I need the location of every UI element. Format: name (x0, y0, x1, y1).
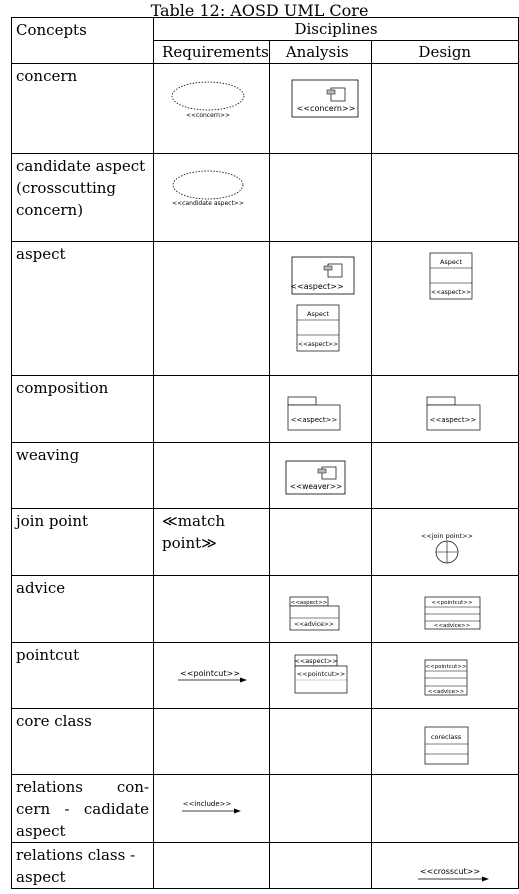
table-row (12, 154, 519, 242)
concept-line: relations class - (16, 846, 136, 864)
concept-cell (12, 775, 154, 843)
concept-cell (12, 64, 154, 154)
analysis-cell (269, 709, 371, 775)
design-cell (371, 443, 518, 509)
concept-label: pointcut (16, 646, 80, 664)
requirements-cell (154, 154, 270, 242)
requirements-cell (154, 443, 270, 509)
analysis-cell (269, 843, 371, 889)
component-icon-tab (318, 469, 326, 473)
crosscut-arrow-head (482, 877, 489, 882)
analysis-cell (269, 509, 371, 576)
match-point-line: point≫ (162, 534, 217, 552)
include-relation-symbol (154, 775, 259, 841)
aspect-class-name: Aspect (306, 310, 329, 318)
aspect-component-label: <<aspect>> (290, 282, 344, 291)
concept-line: (crosscutting (16, 179, 117, 197)
table-row (12, 709, 519, 775)
candidate-aspect-usecase-symbol (154, 154, 259, 242)
package-tab (427, 397, 455, 405)
pointcut-relation-label: <<pointcut>> (180, 669, 240, 678)
join-point-label: <<join point>> (420, 532, 473, 540)
candidate-aspect-ellipse (173, 171, 243, 199)
concept-line: concern) (16, 201, 84, 219)
requirements-cell (154, 376, 270, 443)
concept-line: aspect (16, 822, 66, 840)
table-row (12, 843, 519, 889)
analysis-cell (269, 154, 371, 242)
analysis-cell (269, 576, 371, 643)
concern-component-symbol (270, 64, 371, 154)
concept-cell (12, 709, 154, 775)
concept-line: aspect (16, 868, 66, 886)
analysis-cell (269, 242, 371, 376)
design-cell (371, 64, 518, 154)
header-design (371, 41, 518, 64)
package-tab (288, 397, 316, 405)
include-relation-label: <<include>> (182, 800, 232, 808)
table-row (12, 509, 519, 576)
analysis-cell (269, 775, 371, 843)
aosd-uml-core-table (11, 17, 519, 889)
requirements-cell (154, 509, 270, 576)
core-class-symbol (372, 709, 519, 775)
table-row (12, 376, 519, 443)
pointcut-advice-label: <<advice>> (427, 689, 464, 695)
header-analysis (269, 41, 371, 64)
concept-cell (12, 376, 154, 443)
design-cell (371, 775, 518, 843)
concept-line: candidate aspect (16, 157, 146, 175)
requirements-cell (154, 709, 270, 775)
table-row (12, 443, 519, 509)
pointcut-class-label: <<pointcut>> (424, 664, 467, 670)
concept-label: composition (16, 379, 109, 397)
pointcut-aspect-label: <<aspect>> (294, 657, 338, 665)
concern-usecase-symbol (154, 64, 259, 154)
advice-analysis-symbol (270, 576, 371, 643)
concept-line: cern - cadidate (16, 800, 150, 818)
pointcut-arrow-head (240, 678, 247, 683)
pointcut-label: <<pointcut>> (296, 670, 346, 678)
concept-cell (12, 242, 154, 376)
crosscut-relation-label: <<crosscut>> (419, 867, 480, 876)
concept-label (12, 775, 153, 842)
pointcut-design-symbol (372, 643, 519, 709)
concept-label: join point (16, 512, 89, 530)
aspect-analysis-symbols (270, 242, 371, 376)
aspect-class-name: Aspect (439, 258, 462, 266)
design-cell (371, 843, 518, 889)
concern-ellipse-label: <<concern>> (186, 112, 231, 119)
component-icon-tab (327, 90, 335, 94)
advice-label: <<advice>> (433, 623, 470, 629)
crosscut-relation-symbol (372, 843, 519, 889)
composition-package-symbol (372, 376, 519, 443)
design-cell (371, 154, 518, 242)
concept-cell (12, 443, 154, 509)
header-concepts (12, 18, 154, 64)
analysis-cell (269, 643, 371, 709)
requirements-cell (154, 64, 270, 154)
requirements-cell (154, 843, 270, 889)
header-requirements (154, 41, 270, 64)
requirements-cell (154, 576, 270, 643)
concern-ellipse (172, 82, 244, 110)
design-cell (371, 643, 518, 709)
analysis-cell (269, 443, 371, 509)
header-disciplines-label: Disciplines (294, 20, 378, 38)
concept-label: advice (16, 579, 66, 597)
concept-cell (12, 843, 154, 889)
header-design-label: Design (418, 43, 472, 61)
advice-label: <<advice>> (293, 621, 334, 628)
analysis-cell (269, 64, 371, 154)
pointcut-analysis-symbol (270, 643, 371, 709)
weaver-label: <<weaver>> (289, 482, 343, 491)
advice-aspect-label: <<aspect>> (290, 600, 328, 606)
include-arrow-head (234, 809, 241, 814)
package-label: <<aspect>> (429, 416, 476, 424)
aspect-design-symbol (372, 242, 519, 376)
design-cell (371, 509, 518, 576)
table-caption: Table 12: AOSD UML Core (150, 1, 369, 20)
concept-label: core class (16, 712, 92, 730)
advice-pointcut-label: <<pointcut>> (430, 600, 473, 606)
package-label: <<aspect>> (290, 416, 338, 424)
requirements-cell (154, 643, 270, 709)
pointcut-relation-symbol (154, 643, 259, 709)
concern-component-label: <<concern>> (296, 104, 356, 113)
advice-design-symbol (372, 576, 519, 643)
weaver-component-symbol (270, 443, 371, 509)
design-cell (371, 576, 518, 643)
concept-cell (12, 576, 154, 643)
concept-label: aspect (16, 245, 66, 263)
join-point-symbol (372, 509, 519, 576)
concept-label (12, 154, 153, 221)
requirements-cell (154, 775, 270, 843)
candidate-aspect-label: <<candidate aspect>> (172, 200, 244, 207)
table-row (12, 576, 519, 643)
design-cell (371, 242, 518, 376)
concept-cell (12, 643, 154, 709)
aspect-class-stereotype: <<aspect>> (297, 341, 338, 348)
design-cell (371, 709, 518, 775)
composition-package-symbol (270, 376, 371, 443)
header-analysis-label: Analysis (285, 43, 349, 61)
header-concepts-label: Concepts (16, 21, 87, 39)
table-row (12, 775, 519, 843)
header-requirements-label: Requirements (162, 43, 269, 61)
concept-cell (12, 509, 154, 576)
match-point-label (154, 509, 269, 554)
concept-cell (12, 154, 154, 242)
component-icon-tab (324, 266, 332, 270)
header-disciplines (154, 18, 519, 41)
aspect-class-stereotype: <<aspect>> (430, 289, 471, 296)
core-class-name: coreclass (430, 733, 461, 741)
concept-label: concern (16, 67, 78, 85)
concept-label (12, 843, 153, 888)
table-row (12, 643, 519, 709)
concept-label: weaving (16, 446, 80, 464)
match-point-line: ≪match (162, 512, 226, 530)
table-row (12, 242, 519, 376)
concept-line: relations con- (16, 778, 150, 796)
requirements-cell (154, 242, 270, 376)
design-cell (371, 376, 518, 443)
table-row (12, 64, 519, 154)
analysis-cell (269, 376, 371, 443)
